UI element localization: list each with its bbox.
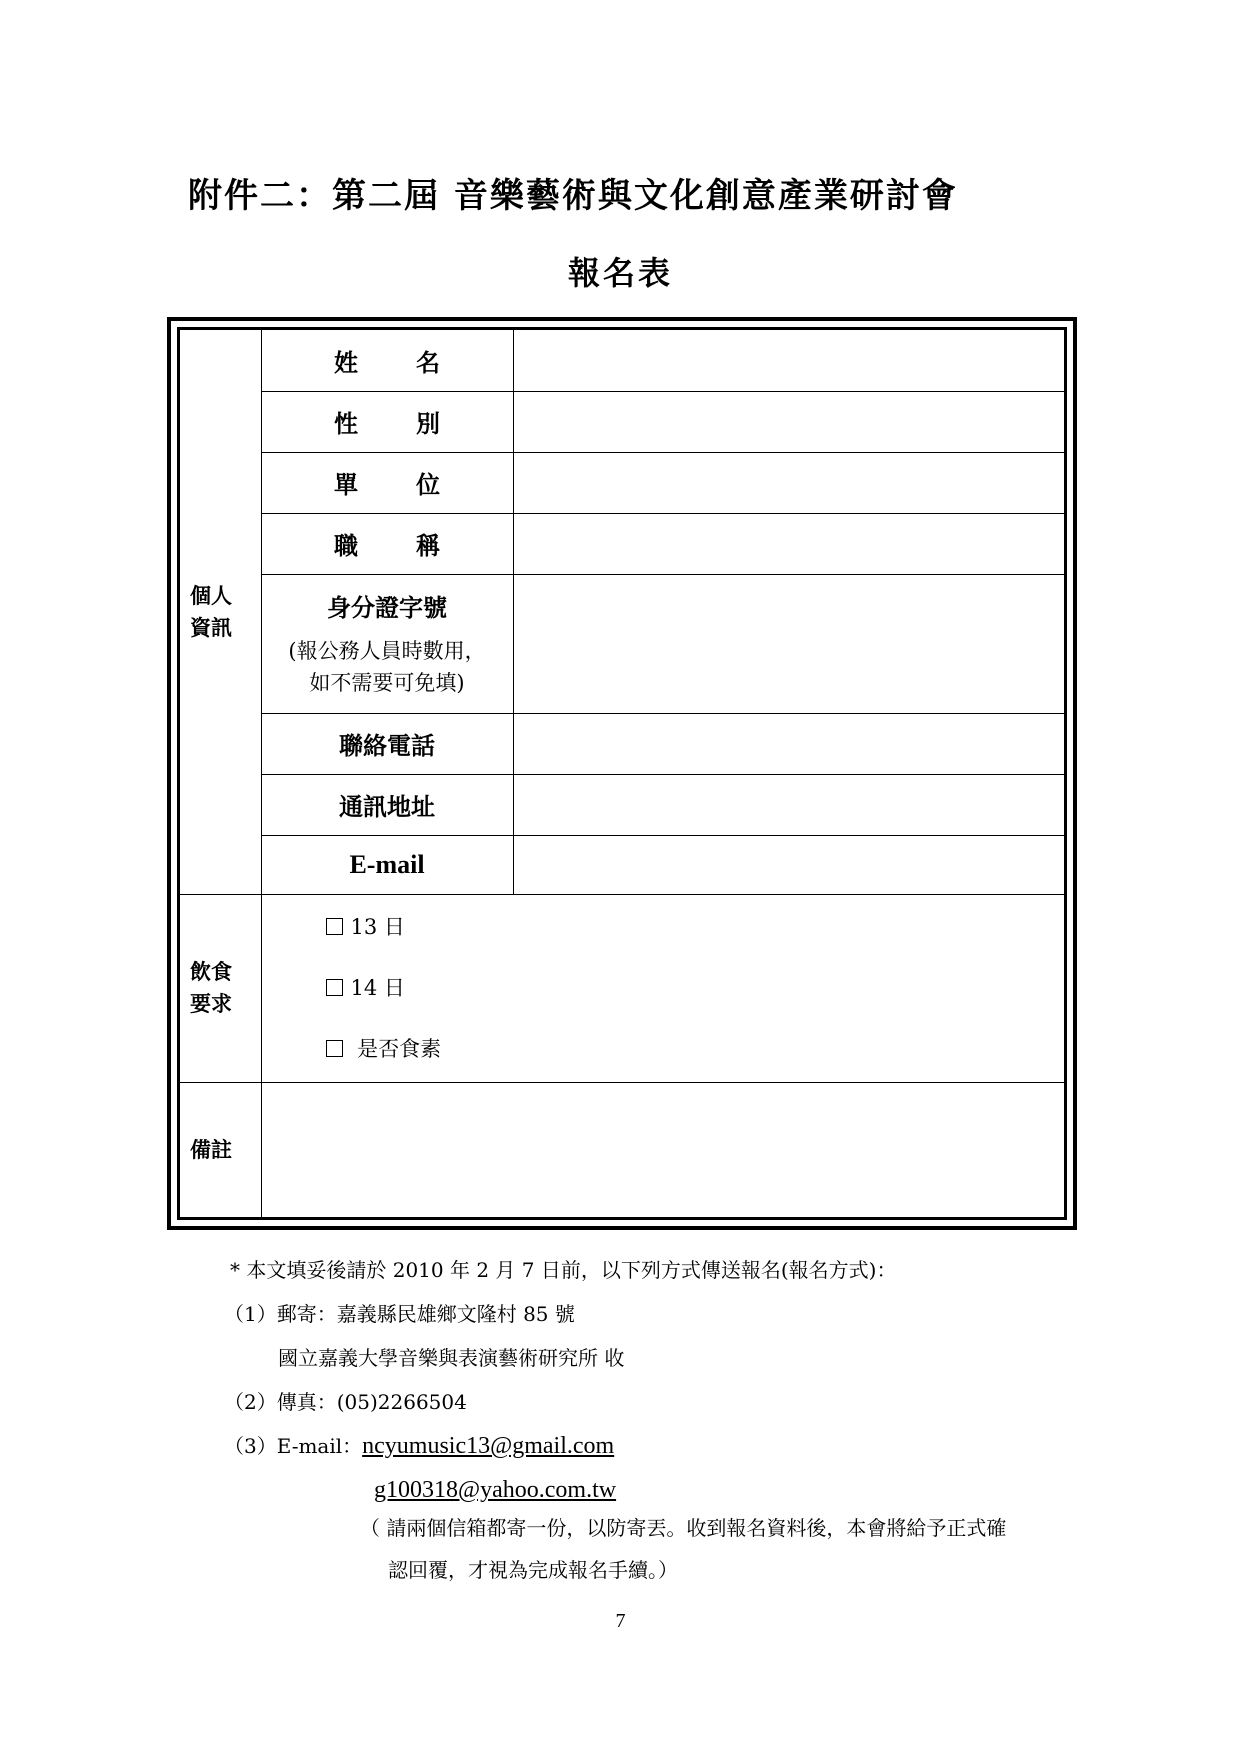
- note-email: （3）E-mail：ncyumusic13@gmail.com: [224, 1433, 615, 1459]
- id-note: (報公務人員時數用， 如不需要可免填): [288, 639, 486, 695]
- label-gender: 性 別: [261, 391, 513, 452]
- form-subtitle: 報名表: [567, 254, 673, 292]
- field-job-title[interactable]: [513, 513, 1064, 574]
- page-number: 7: [615, 1610, 626, 1632]
- label-unit: 單 位: [261, 452, 513, 513]
- category-diet: 飲食 要求: [180, 894, 261, 1082]
- diet-options: [261, 894, 1064, 1082]
- field-email[interactable]: [513, 835, 1064, 894]
- note-deadline: * 本文填妥後請於 2010 年 2 月 7 日前，以下列方式傳送報名(報名方式)：: [230, 1258, 897, 1282]
- note-confirmation: 認回覆，才視為完成報名手續。）: [388, 1558, 678, 1582]
- note-mail-recipient: 國立嘉義大學音樂與表演藝術研究所 收: [278, 1346, 625, 1370]
- diet-option-13[interactable]: 13 日: [326, 897, 1065, 958]
- email-link-2[interactable]: g100318@yahoo.com.tw: [374, 1477, 617, 1503]
- field-address[interactable]: [513, 774, 1064, 835]
- label-address: 通訊地址: [261, 774, 513, 835]
- label-id-number: 身分證字號 (報公務人員時數用， 如不需要可免填): [261, 574, 513, 713]
- field-remarks[interactable]: [261, 1082, 1064, 1217]
- checkbox-icon[interactable]: [326, 1040, 343, 1057]
- field-unit[interactable]: [513, 452, 1064, 513]
- field-gender[interactable]: [513, 391, 1064, 452]
- note-both-emails: （ 請兩個信箱都寄一份，以防寄丟。收到報名資料後，本會將給予正式確: [360, 1516, 1007, 1540]
- note-mail: （1）郵寄：嘉義縣民雄鄉文隆村 85 號: [224, 1302, 575, 1326]
- checkbox-icon[interactable]: [326, 979, 343, 996]
- field-name[interactable]: [513, 330, 1064, 391]
- label-job-title: 職 稱: [261, 513, 513, 574]
- field-id-number[interactable]: [513, 574, 1064, 713]
- diet-option-vegetarian[interactable]: 是否食素: [326, 1019, 1065, 1080]
- diet-option-14[interactable]: 14 日: [326, 958, 1065, 1019]
- note-fax: （2）傳真：(05)2266504: [224, 1390, 467, 1414]
- checkbox-icon[interactable]: [326, 918, 343, 935]
- label-email: E-mail: [261, 835, 513, 894]
- field-phone[interactable]: [513, 713, 1064, 774]
- label-phone: 聯絡電話: [261, 713, 513, 774]
- category-personal-info: 個人 資訊: [180, 330, 261, 894]
- email-link-1[interactable]: ncyumusic13@gmail.com: [362, 1433, 615, 1459]
- document-title: 附件二：第二屆 音樂藝術與文化創意產業研討會: [188, 176, 958, 216]
- registration-form: [167, 317, 1077, 1230]
- label-name: 姓 名: [261, 330, 513, 391]
- category-remarks: 備註: [180, 1082, 261, 1217]
